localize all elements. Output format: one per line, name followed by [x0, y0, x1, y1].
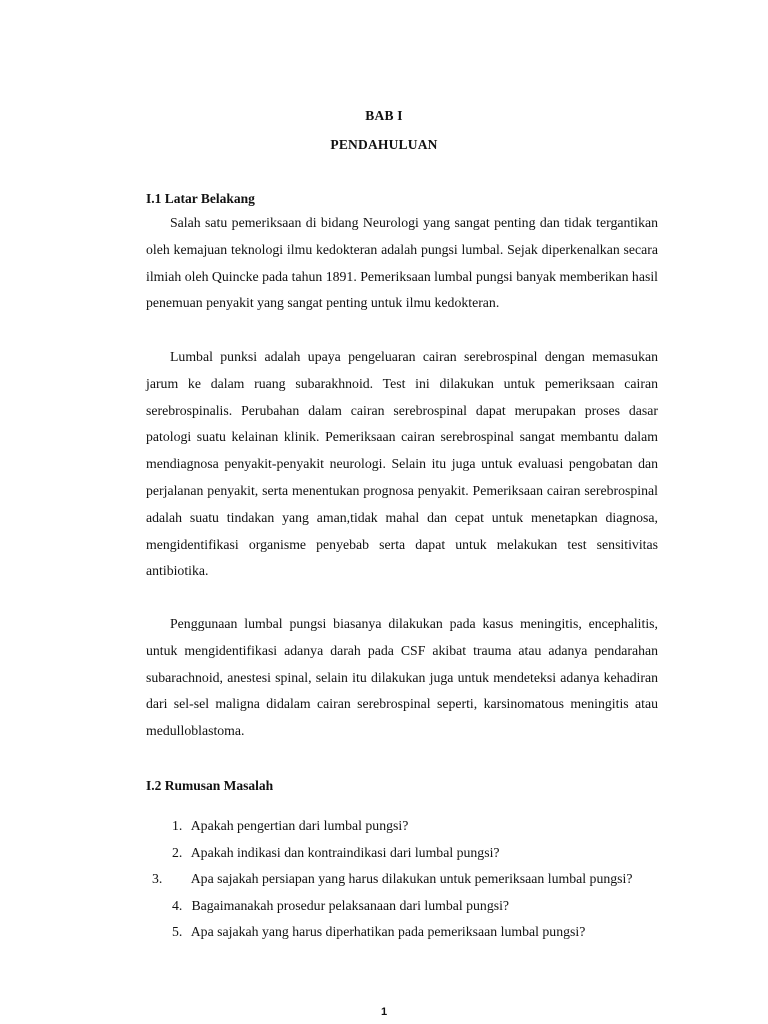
list-item: [172, 813, 658, 840]
list-item-text: Apakah pengertian dari lumbal pungsi?: [190, 818, 409, 833]
list-item-text: Apakah indikasi dan kontraindikasi dari lumbal pungsi?: [190, 844, 500, 860]
problem-list: [152, 813, 658, 946]
list-item-number: 1.: [172, 818, 183, 833]
list-item: [152, 866, 658, 893]
list-item: [172, 919, 658, 946]
list-item-text: Apa sajakah yang harus diperhatikan pada pemeriksaan lumbal pungsi?: [190, 924, 586, 939]
paragraph-1: Salah satu pemeriksaan di bidang Neurologi yang sangat penting dan tidak tergantikan oleh kemajuan teknologi ilmu kedokteran adalah pungsi lumbal. Sejak diperkenalkan secara ilmiah oleh Quincke pada tahun 1891. Pemeriksaan lumbal pungsi banyak memberikan hasil penemuan penyakit yang sangat penting untuk ilmu kedokteran.: [146, 215, 658, 311]
section-heading-rumusan-masalah: I.2 Rumusan Masalah: [146, 778, 274, 793]
list-item-number: 5.: [172, 924, 183, 939]
list-item-text: Bagaimanakah prosedur pelaksanaan dari lumbal pungsi?: [191, 897, 510, 913]
paragraph-3: Penggunaan lumbal pungsi biasanya dilakukan pada kasus meningitis, encephalitis, untuk mengidentifikasi adanya darah pada CSF akibat trauma atau adanya pendarahan subarachnoid, anestesi spinal, selain itu dilakukan juga untuk mendeteksi adanya kehadiran dari sel-sel maligna didalam cairan serebrospinal seperti, karsinomatous meningitis atau medulloblastoma.: [146, 616, 658, 739]
list-item-number: 2.: [172, 844, 183, 860]
chapter-label: BAB I: [365, 108, 403, 123]
list-item-text: Apa sajakah persiapan yang harus dilakukan untuk pemeriksaan lumbal pungsi?: [190, 871, 633, 886]
list-item: [172, 840, 658, 867]
list-item-number: 4.: [172, 897, 183, 913]
chapter-title: PENDAHULUAN: [330, 137, 438, 152]
paragraph-2: Lumbal punksi adalah upaya pengeluaran cairan serebrospinal dengan memasukan jarum ke dalam ruang subarakhnoid. Test ini dilakukan untuk pemeriksaan cairan serebrospinalis. Perubahan dalam cairan serebrospinal dapat merupakan proses dasar patologi suatu kelainan klinik. Pemeriksaan cairan serebrospinal sangat membantu dalam mendiagnosa penyakit-penyakit neurologi. Selain itu juga untuk evaluasi pengobatan dan perjalanan penyakit, serta menentukan prognosa penyakit. Pemeriksaan cairan serebrospinal adalah suatu tindakan yang aman,tidak mahal dan cepat untuk menetapkan diagnosa, mengidentifikasi organisme penyebab serta dapat untuk melakukan test sensitivitas antibiotika.: [146, 349, 658, 579]
page-number: 1: [380, 1006, 388, 1018]
list-item-number: 3.: [152, 871, 163, 886]
section-heading-latar-belakang: I.1 Latar Belakang: [146, 191, 255, 206]
list-item: [172, 893, 658, 920]
